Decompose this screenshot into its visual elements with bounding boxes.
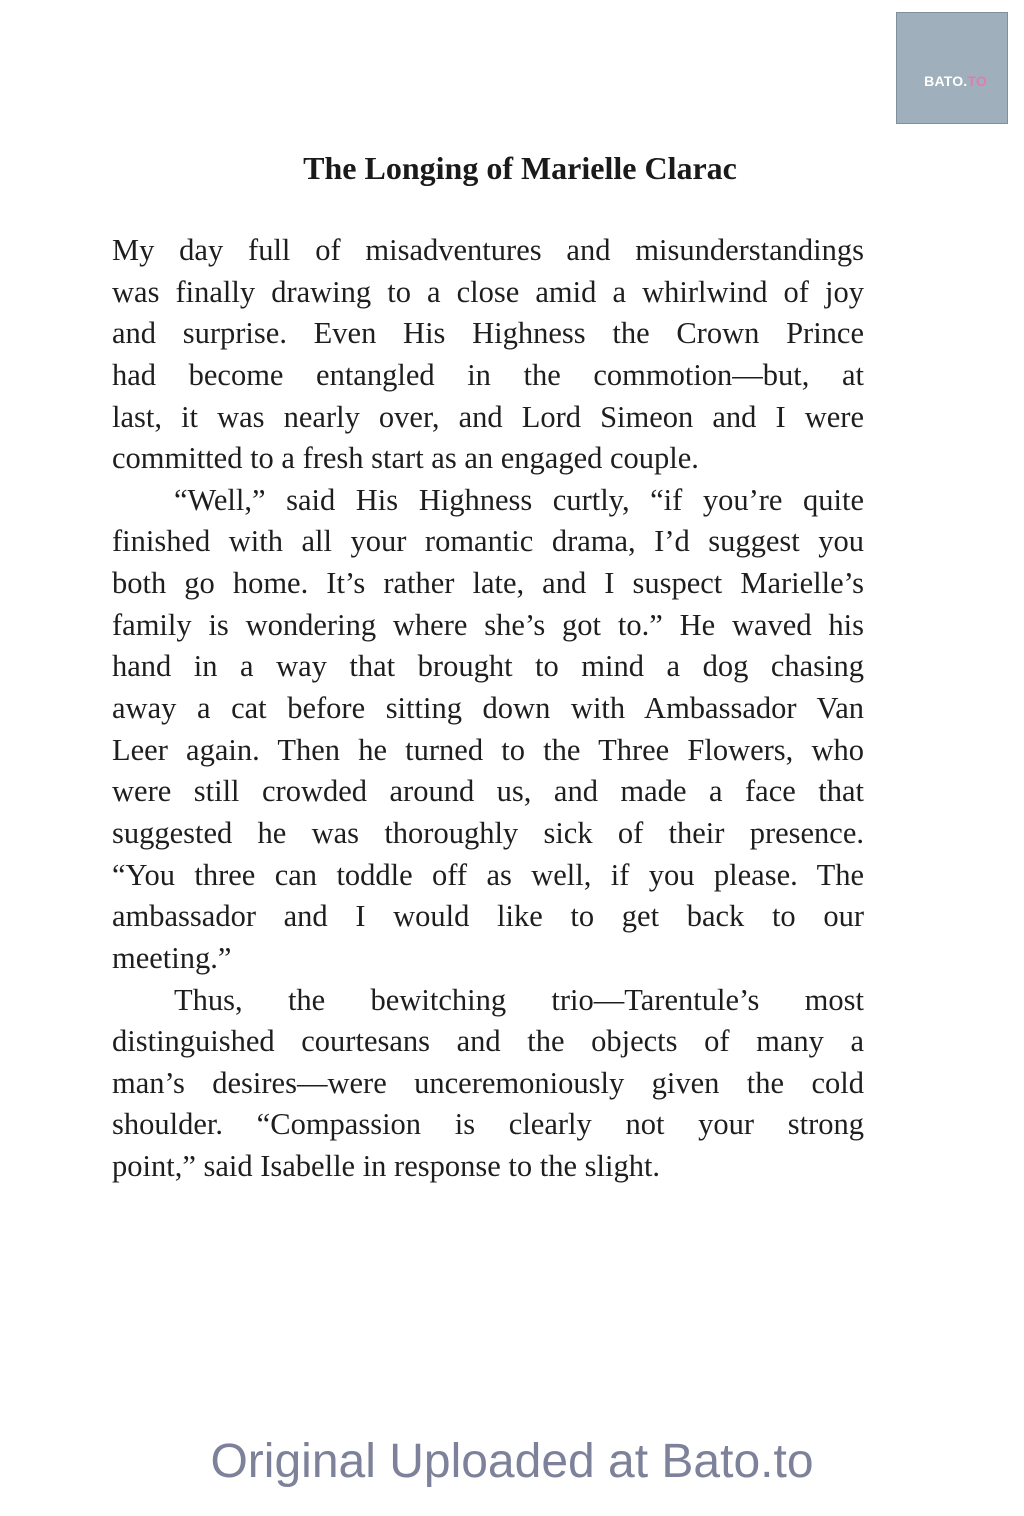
body-text-line: hand in a way that brought to mind a dog chasing	[112, 649, 864, 684]
body-text-line: Thus, the bewitching trio—Tarentule’s most	[174, 982, 864, 1017]
body-text-line: last, it was nearly over, and Lord Simeon and I were	[112, 399, 864, 434]
body-text-line: away a cat before sitting down with Ambassador Van	[112, 691, 864, 726]
body-text-line: family is wondering where she’s got to.” He waved his	[112, 607, 864, 642]
body-text-line: man’s desires—were unceremoniously given the cold	[112, 1065, 864, 1100]
body-text-line: My day full of misadventures and misunderstandings	[112, 233, 864, 267]
body-text-line: and surprise. Even His Highness the Crown Prince	[112, 316, 864, 351]
chapter-title: The Longing of Marielle Clarac	[303, 150, 737, 186]
upload-credit-footer: Original Uploaded at Bato.to	[210, 1435, 814, 1488]
body-text-line: was finally drawing to a close amid a whirlwind of joy	[112, 274, 864, 309]
body-text-line: committed to a fresh start as an engaged couple.	[112, 441, 699, 476]
bato-watermark-main: BATO.	[924, 73, 968, 89]
bato-watermark-text	[924, 73, 987, 89]
body-text-line: had become entangled in the commotion—but, at	[112, 357, 864, 392]
body-text-line: meeting.”	[112, 940, 232, 975]
body-text-line: distinguished courtesans and the objects of many a	[112, 1024, 864, 1059]
bato-watermark-accent: TO	[967, 73, 987, 89]
body-text-line: “Well,” said His Highness curtly, “if you’re quite	[174, 482, 864, 517]
body-text-line: “You three can toddle off as well, if you please. The	[112, 857, 864, 892]
body-text-line: finished with all your romantic drama, I’d suggest you	[112, 524, 864, 559]
body-text-line: suggested he was thoroughly sick of their presence.	[112, 815, 864, 850]
body-text-line: shoulder. “Compassion is clearly not your strong	[112, 1107, 864, 1142]
body-text-line: Leer again. Then he turned to the Three Flowers, who	[112, 732, 864, 767]
body-text-line: both go home. It’s rather late, and I suspect Marielle’s	[112, 566, 864, 601]
body-text-line: ambassador and I would like to get back to our	[112, 899, 864, 934]
bato-watermark-badge	[896, 12, 1008, 124]
body-text-line: were still crowded around us, and made a face that	[112, 774, 864, 809]
chapter-body	[112, 230, 864, 1188]
body-text-line: point,” said Isabelle in response to the slight.	[112, 1149, 661, 1184]
